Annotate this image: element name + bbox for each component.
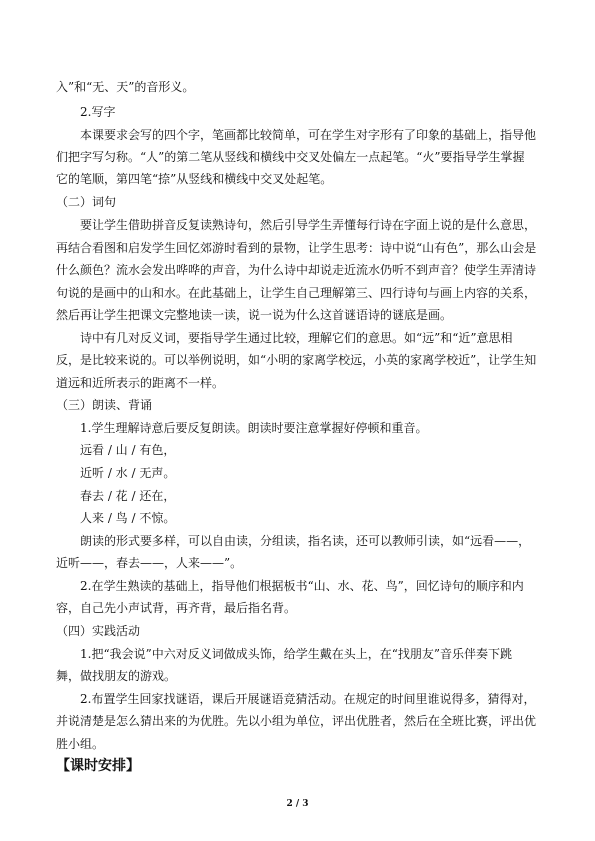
paragraph-line: 反，是比较来说的。可以举例说明，如“小明的家离学校远，小英的家离学校近”，让学生知 bbox=[56, 353, 537, 367]
paragraph-line: 诗中有几对反义词，要指导学生通过比较，理解它们的意思。如“远”和“近”意思相 bbox=[80, 331, 513, 345]
paragraph-line: 2.在学生熟读的基础上，指导他们根据板书“山、水、花、鸟”，回忆诗句的顺序和内 bbox=[80, 579, 524, 593]
poem-line: 近听 / 水 / 无声。 bbox=[80, 466, 176, 480]
poem-line: 人来 / 鸟 / 不惊。 bbox=[80, 511, 176, 525]
paragraph-line: 容，自己先小声试背，再齐背，最后指名背。 bbox=[56, 601, 297, 615]
paragraph-line: 要让学生借助拼音反复读熟诗句，然后引导学生弄懂每行诗在字面上说的是什么意思， bbox=[80, 218, 537, 232]
subsection-label: 2.写字 bbox=[80, 105, 116, 119]
paragraph-line: 什么颜色？流水会发出哗哗的声音，为什么诗中却说走近流水仍听不到声音？使学生弄清诗 bbox=[56, 263, 537, 277]
section-label: （四）实践活动 bbox=[56, 624, 141, 638]
paragraph-line: 舞，做找朋友的游戏。 bbox=[56, 669, 177, 683]
paragraph-line: 1.把“我会说”中六对反义词做成头饰，给学生戴在头上，在“找朋友”音乐伴奏下跳 bbox=[80, 647, 512, 661]
poem-line: 春去 / 花 / 还在， bbox=[80, 489, 176, 503]
paragraph-line: 近听——，春去——，人来——”。 bbox=[56, 556, 243, 570]
paragraph-line: 本课要求会写的四个字，笔画都比较简单，可在学生对字形有了印象的基础上，指导他 bbox=[80, 128, 537, 142]
paragraph-line: 然后再让学生把课文完整地读一读，说一说为什么这首谜语诗的谜底是画。 bbox=[56, 308, 453, 322]
section-label: （二）词句 bbox=[56, 195, 117, 209]
poem-line: 远看 / 山 / 有色， bbox=[80, 443, 176, 457]
paragraph-line: 1.学生理解诗意后要反复朗读。朗读时要注意掌握好停顿和重音。 bbox=[80, 421, 428, 435]
page-number: 2 / 3 bbox=[286, 799, 309, 809]
paragraph-line: 们把字写匀称。“人”的第二笔从竖线和横线中交叉处偏左一点起笔。“火”要指导学生掌握 bbox=[56, 150, 525, 164]
paragraph-line: 再结合看图和启发学生回忆郊游时看到的景物，让学生思考：诗中说“山有色”，那么山会是 bbox=[56, 241, 537, 255]
section-label: （三）朗读、背诵 bbox=[56, 398, 153, 412]
paragraph-line: 道远和近所表示的距离不一样。 bbox=[56, 376, 225, 390]
paragraph-line: 并说清楚是怎么猜出来的为优胜。先以小组为单位，评出优胜者，然后在全班比赛，评出优 bbox=[56, 714, 537, 728]
paragraph-line: 句说的是画中的山和水。在此基础上，让学生自己理解第三、四行诗句与画上内容的关系， bbox=[56, 286, 537, 300]
paragraph-line: 2.布置学生回家找谜语，课后开展谜语竞猜活动。在规定的时间里谁说得多，猜得对， bbox=[80, 692, 536, 706]
paragraph-line: 它的笔顺，第四笔“捺”从竖线和横线中交叉处起笔。 bbox=[56, 172, 333, 186]
text-line: 入”和“无、天”的音形义。 bbox=[56, 80, 195, 94]
paragraph-line: 胜小组。 bbox=[56, 737, 105, 751]
paragraph-line: 朗读的形式要多样，可以自由读，分组读，指名读，还可以教师引读，如“远看——， bbox=[80, 534, 531, 548]
section-heading: 【课时安排】 bbox=[56, 758, 140, 774]
